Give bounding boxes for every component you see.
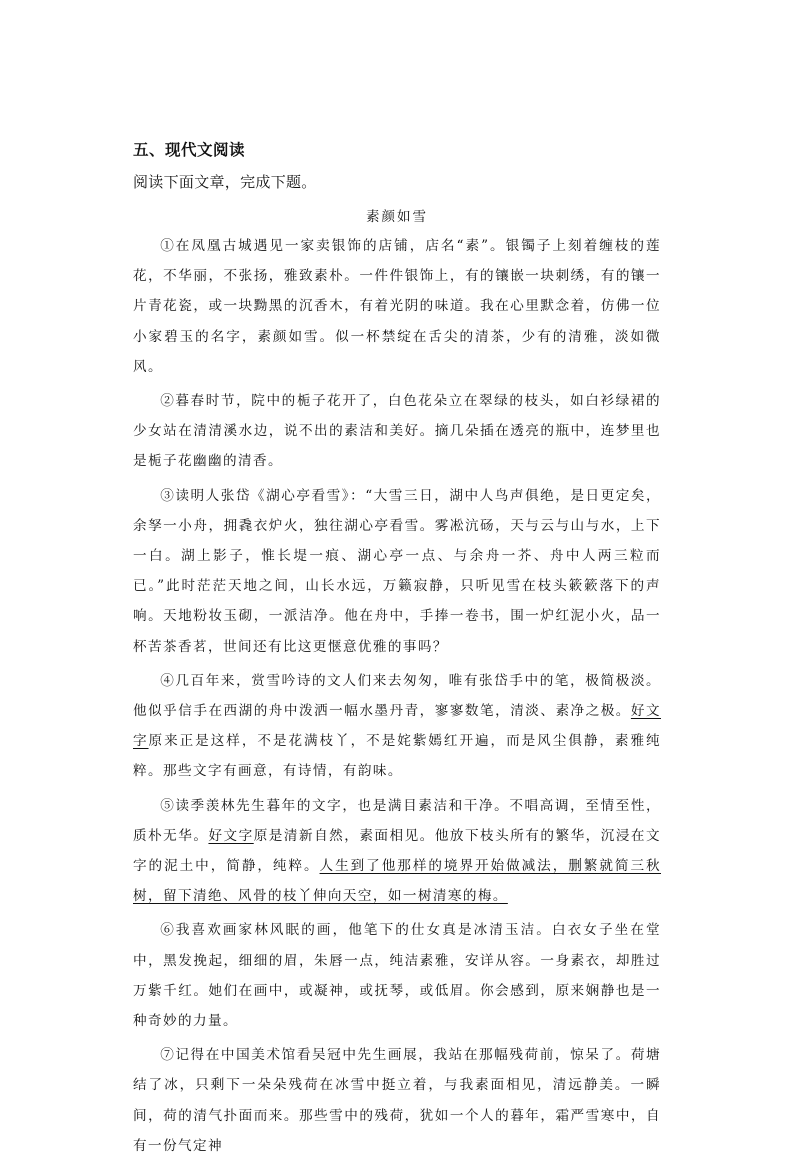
- paragraph-text: 原来正是这样，不是花满枝丫，不是姹紫嫣红开遍，而是风尘俱静，素雅纯粹。那些文字有画意，有诗情，有韵味。: [133, 733, 661, 780]
- paragraph-text: ⑦记得在中国美术馆看吴冠中先生画展，我站在那幅残荷前，惊呆了。荷塘结了冰，只剩下一朵朵残荷在冰雪中挺立着，与我素面相见，清远静美。一瞬间，荷的清气扑面而来。那些雪中的残荷，犹如一个人的暮年，霜严雪寒中，自有一份气定神: [133, 1047, 661, 1154]
- article-paragraph-6: [133, 915, 661, 1036]
- article-paragraph-5: [133, 791, 661, 912]
- section-heading: 五、现代文阅读: [133, 141, 246, 159]
- article-paragraph-3: [133, 481, 661, 662]
- paragraph-text: ④几百年来，赏雪吟诗的文人们来去匆匆，唯有张岱手中的笔，极简极淡。他似乎信手在西湖的舟中泼洒一幅水墨丹青，寥寥数笔，清淡、素净之极。: [133, 672, 661, 720]
- paragraph-text: ②暮春时节，院中的栀子花开了，白色花朵立在翠绿的枝头，如白衫绿裙的少女站在清清溪水边，说不出的素洁和美好。摘几朵插在透亮的瓶中，连梦里也是栀子花幽幽的清香。: [133, 393, 661, 470]
- underlined-phrase: 好文字: [208, 827, 254, 844]
- article-paragraph-4: [133, 666, 661, 787]
- reading-instruction: 阅读下面文章，完成下题。: [133, 173, 317, 191]
- article-title: 素颜如雪: [366, 209, 428, 225]
- paragraph-text: ①在凤凰古城遇见一家卖银饰的店铺，店名“素”。银镯子上刻着缠枝的莲花，不华丽，不张扬，雅致素朴。一件件银饰上，有的镶嵌一块刺绣，有的镶一片青花瓷，或一块黝黑的沉香木，有着光阴的味道。我在心里默念着，仿佛一位小家碧玉的名字，素颜如雪。似一杯禁绽在舌尖的清茶，少有的清雅，淡如微风。: [133, 238, 661, 375]
- article-paragraph-1: [133, 231, 661, 382]
- underlined-phrase: 好文字: [133, 703, 661, 750]
- underlined-phrase: 人生到了他那样的境界开始做减法，删繁就简三秋树，留下清绝、风骨的枝丫伸向天空，如一树清寒的梅。: [133, 858, 661, 905]
- article-paragraph-2: [133, 386, 661, 477]
- paragraph-text: ⑥我喜欢画家林风眠的画，他笔下的仕女真是冰清玉洁。白衣女子坐在堂中，黑发挽起，细细的眉，朱唇一点，纯洁素雅，安详从容。一身素衣，却胜过万紫千红。她们在画中，或凝神，或抚琴，或低眉。你会感到，原来娴静也是一种奇妙的力量。: [133, 922, 661, 1030]
- article-body: [133, 231, 661, 1165]
- paragraph-text: ③读明人张岱《湖心亭看雪》：“大雪三日，湖中人鸟声俱绝，是日更定矣，余孥一小舟，拥毳衣炉火，独往湖心亭看雪。雾凇沆砀，天与云与山与水，上下一白。湖上影子，惟长堤一痕、湖心亭一点、与余舟一芥、舟中人两三粒而已。”此时茫茫天地之间，山长水远，万籁寂静，只听见雪在枝头簌簌落下的声响。天地粉妆玉砌，一派洁净。他在舟中，手捧一卷书，围一炉红泥小火，品一杯苦茶香茗，世间还有比这更惬意优雅的事吗？: [133, 487, 661, 655]
- article-paragraph-7: [133, 1040, 661, 1161]
- paragraph-text: 原是清新自然，素面相见。他放下枝头所有的繁华，沉浸在文字的泥土中，简静，纯粹。: [133, 827, 661, 875]
- paragraph-text: ⑤读季羡林先生暮年的文字，也是满目素洁和干净。不唱高调，至情至性，质朴无华。: [133, 797, 661, 844]
